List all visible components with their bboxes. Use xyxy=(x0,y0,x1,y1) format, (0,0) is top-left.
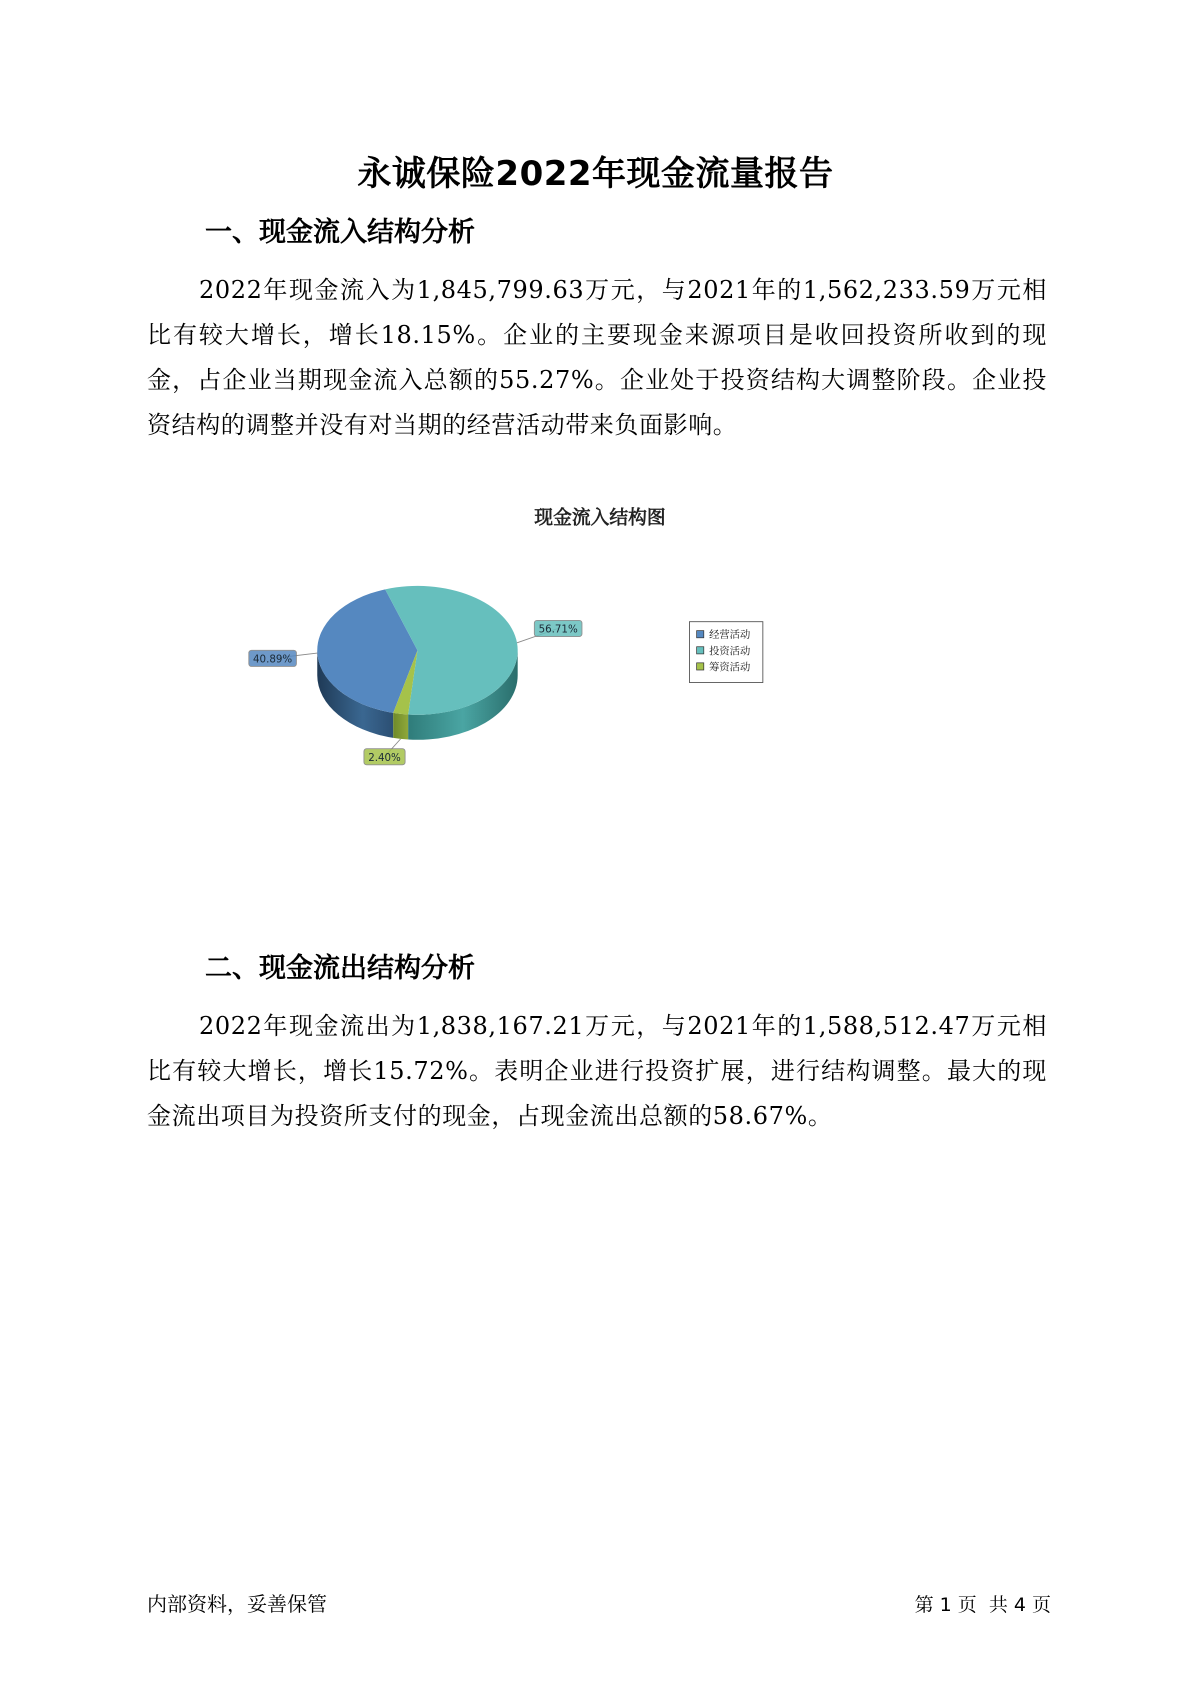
section-heading-outflow: 二、现金流出结构分析 xyxy=(205,953,475,984)
pie-data-label: 40.89% xyxy=(253,653,293,666)
chart-legend xyxy=(689,622,762,683)
legend-swatch xyxy=(697,647,704,654)
footer-page-number: 第 1 页 共 4 页 xyxy=(914,1594,1051,1616)
pie-slice-side xyxy=(393,713,408,740)
legend-label: 经营活动 xyxy=(709,629,751,642)
legend-label: 投资活动 xyxy=(709,645,751,658)
paragraph-inflow: 2022年现金流入为1,845,799.63万元，与2021年的1,562,233.59万元相比有较大增长，增长18.15%。企业的主要现金来源项目是收回投资所收到的现金，占企业当期现金流入总额的55.27%。企业处于投资结构大调整阶段。企业投资结构的调整并没有对当期的经营活动带来负面影响。 xyxy=(147,276,1047,439)
footer-confidential-note: 内部资料，妥善保管 xyxy=(147,1592,327,1616)
legend-swatch xyxy=(697,631,704,638)
pie-chart-svg xyxy=(200,500,1000,840)
legend-label: 筹资活动 xyxy=(709,661,751,674)
paragraph-outflow: 2022年现金流出为1,838,167.21万元，与2021年的1,588,512.47万元相比有较大增长，增长15.72%。表明企业进行投资扩展，进行结构调整。最大的现金流出项目为投资所支付的现金，占现金流出总额的58.67%。 xyxy=(147,1012,1047,1130)
inflow-structure-chart xyxy=(200,500,1000,840)
pie-data-label: 2.40% xyxy=(368,751,401,764)
chart-title: 现金流入结构图 xyxy=(534,507,666,529)
legend-swatch xyxy=(697,663,704,670)
section-heading-inflow: 一、现金流入结构分析 xyxy=(205,217,475,248)
pie-data-label: 56.71% xyxy=(538,623,578,636)
document-title: 永诚保险2022年现金流量报告 xyxy=(357,154,834,194)
